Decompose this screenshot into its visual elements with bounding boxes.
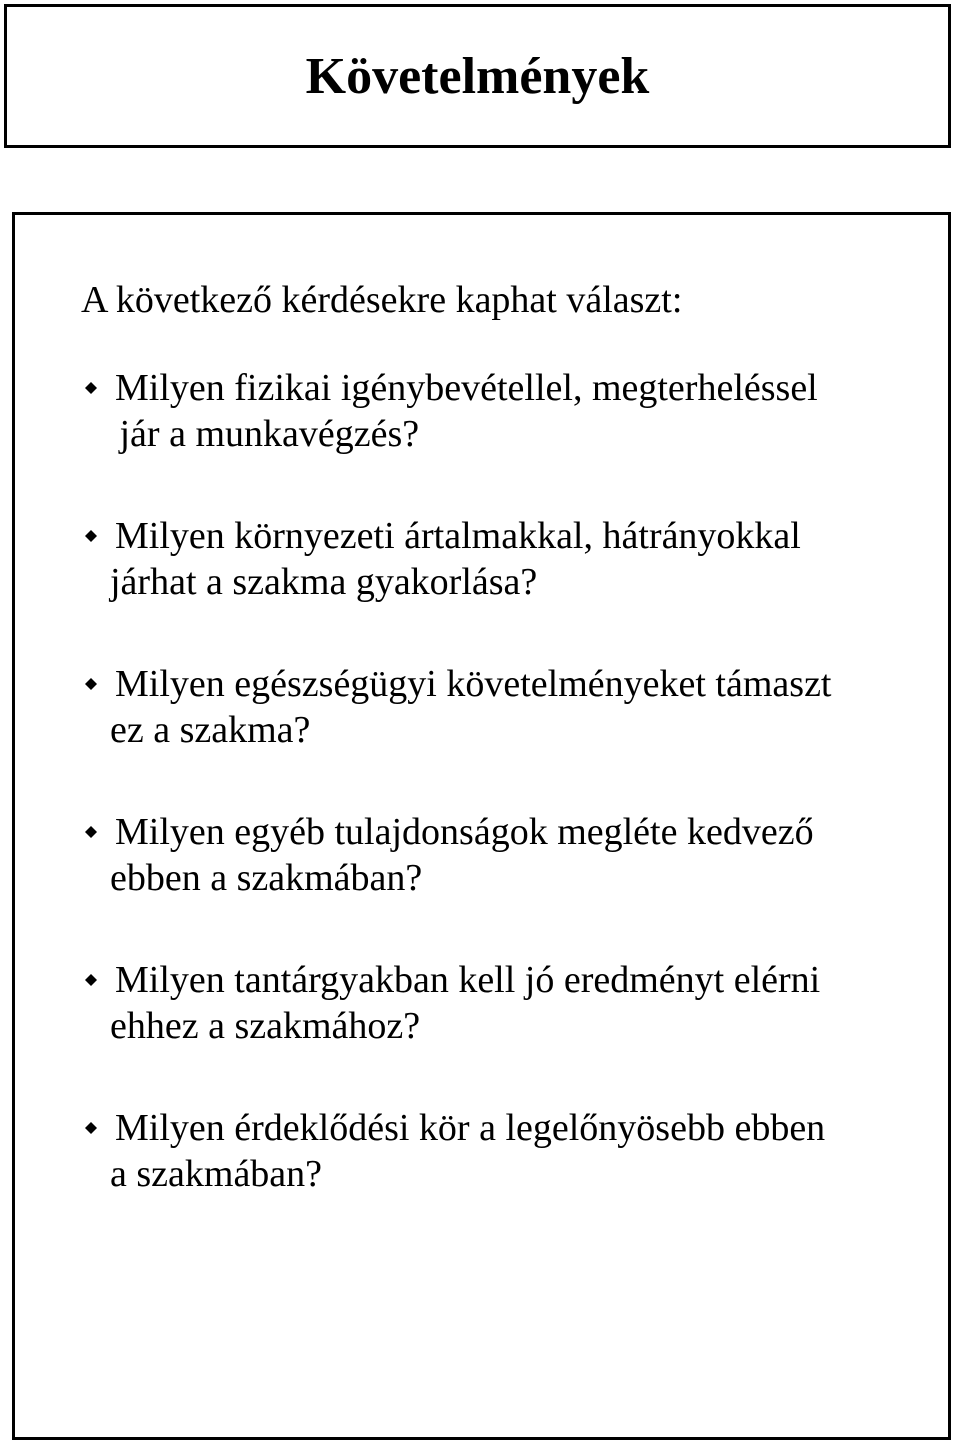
- question-line-1: Milyen egészségügyi követelményeket támaszt: [115, 663, 832, 705]
- question-line-2: ehhez a szakmához?: [110, 1005, 421, 1047]
- question-line-2: ebben a szakmában?: [110, 857, 423, 899]
- question-line-2: járhat a szakma gyakorlása?: [110, 561, 538, 603]
- intro-text: A következő kérdésekre kaphat választ:: [81, 279, 683, 321]
- question-line-1: Milyen fizikai igénybevétellel, megterheléssel: [115, 367, 818, 409]
- question-item: [81, 365, 931, 457]
- question-line-1: Milyen egyéb tulajdonságok megléte kedvező: [115, 811, 814, 853]
- question-item: [81, 1105, 931, 1197]
- question-line-1: Milyen tantárgyakban kell jó eredményt elérni: [115, 959, 821, 1001]
- diamond-bullet-icon: [85, 1122, 97, 1134]
- question-item: [81, 809, 931, 901]
- question-line-2: jár a munkavégzés?: [110, 413, 420, 455]
- title-box: [4, 4, 951, 148]
- question-item: [81, 957, 931, 1049]
- diamond-bullet-icon: [85, 530, 97, 542]
- question-item: [81, 513, 931, 605]
- diamond-bullet-icon: [85, 382, 97, 394]
- question-line-1: Milyen érdeklődési kör a legelőnyösebb ebben: [115, 1107, 826, 1149]
- question-line-2: a szakmában?: [110, 1153, 323, 1195]
- diamond-bullet-icon: [85, 826, 97, 838]
- question-item: [81, 661, 931, 753]
- diamond-bullet-icon: [85, 678, 97, 690]
- question-line-2: ez a szakma?: [110, 709, 311, 751]
- question-line-1: Milyen környezeti ártalmakkal, hátrányokkal: [115, 515, 801, 557]
- question-list: [81, 365, 931, 1253]
- diamond-bullet-icon: [85, 974, 97, 986]
- content-box: [12, 212, 951, 1440]
- page-title: Követelmények: [305, 48, 650, 105]
